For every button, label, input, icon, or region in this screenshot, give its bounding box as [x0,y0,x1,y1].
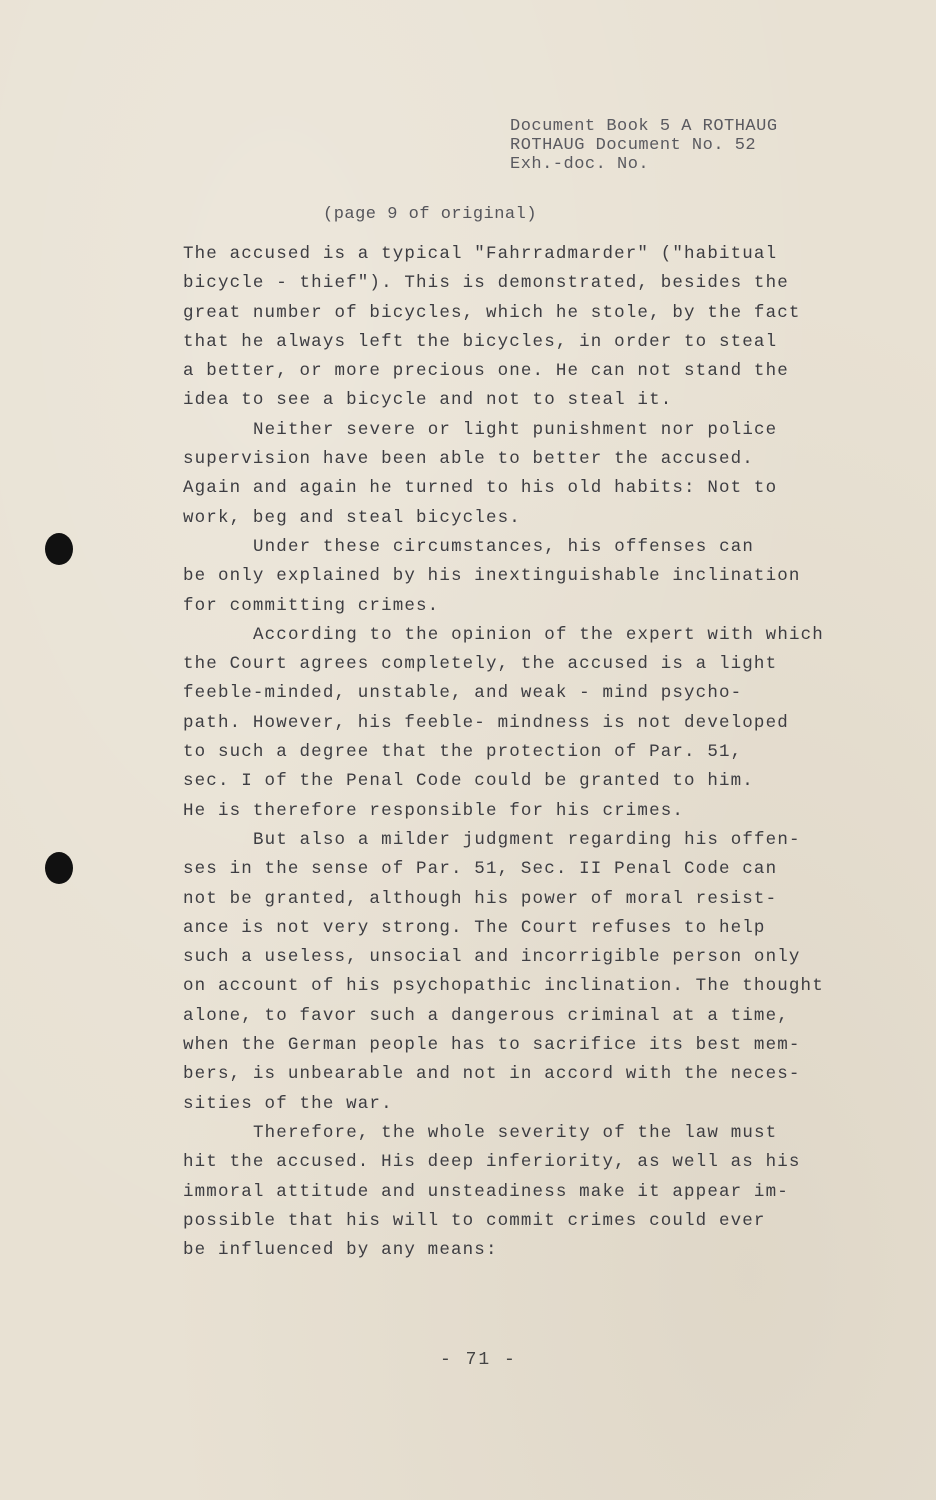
text-line: such a useless, unsocial and incorrigible person only [183,947,801,968]
text-line: idea to see a bicycle and not to steal it. [183,390,673,411]
text-line: on account of his psychopathic inclination. The thought [183,976,824,997]
text-line: sities of the war. [183,1093,393,1114]
text-line: Neither severe or light punishment nor police [253,419,778,440]
text-line: bicycle - thief"). This is demonstrated, besides the [183,273,789,294]
text-line: The accused is a typical "Fahrradmarder" ("habitual [183,244,778,264]
text-line: bers, is unbearable and not in accord with the neces- [183,1064,801,1085]
text-line: be only explained by his inextinguishable inclination [183,566,801,587]
text-line: when the German people has to sacrifice its best mem- [183,1035,801,1056]
text-line: He is therefore responsible for his crimes. [183,800,685,821]
text-line: feeble-minded, unstable, and weak - mind psycho- [183,683,743,704]
text-line: sec. I of the Penal Code could be granted to him. [183,771,754,792]
text-line: that he always left the bicycles, in order to steal [183,331,778,352]
text-line: alone, to favor such a dangerous criminal at a time, [183,1005,789,1026]
page-number: - 71 - [440,1350,517,1370]
text-line: great number of bicycles, which he stole, by the fact [183,302,801,323]
body-text [183,240,863,1265]
text-line: immoral attitude and unsteadiness make it appear im- [183,1181,789,1202]
text-line: Therefore, the whole severity of the law must [253,1122,778,1143]
punch-hole [45,533,73,565]
punch-hole [45,852,73,884]
text-line: work, beg and steal bicycles. [183,507,521,528]
text-line: the Court agrees completely, the accused is a light [183,654,778,675]
text-line: But also a milder judgment regarding his offen- [253,829,801,850]
text-line: not be granted, although his power of moral resist- [183,888,778,909]
text-line: ses in the sense of Par. 51, Sec. II Penal Code can [183,859,778,880]
document-header [510,117,778,174]
text-line: for committing crimes. [183,595,440,616]
text-line: possible that his will to commit crimes could ever [183,1210,766,1231]
text-line: hit the accused. His deep inferiority, as well as his [183,1152,801,1173]
text-line: Again and again he turned to his old habits: Not to [183,478,778,499]
header-line-exhibit: Exh.-doc. No. [510,155,650,174]
header-line-document: ROTHAUG Document No. 52 [510,136,757,155]
text-line: to such a degree that the protection of Par. 51, [183,742,743,763]
header-line-book: Document Book 5 A ROTHAUG [510,117,778,136]
text-line: a better, or more precious one. He can not stand the [183,361,789,382]
text-line: be influenced by any means: [183,1240,498,1261]
original-page-reference: (page 9 of original) [323,205,538,224]
text-line: path. However, his feeble- mindness is not developed [183,712,789,733]
text-line: Under these circumstances, his offenses can [253,536,755,557]
text-line: ance is not very strong. The Court refuses to help [183,917,766,938]
text-line: According to the opinion of the expert with which [253,624,824,645]
text-line: supervision have been able to better the accused. [183,449,754,470]
